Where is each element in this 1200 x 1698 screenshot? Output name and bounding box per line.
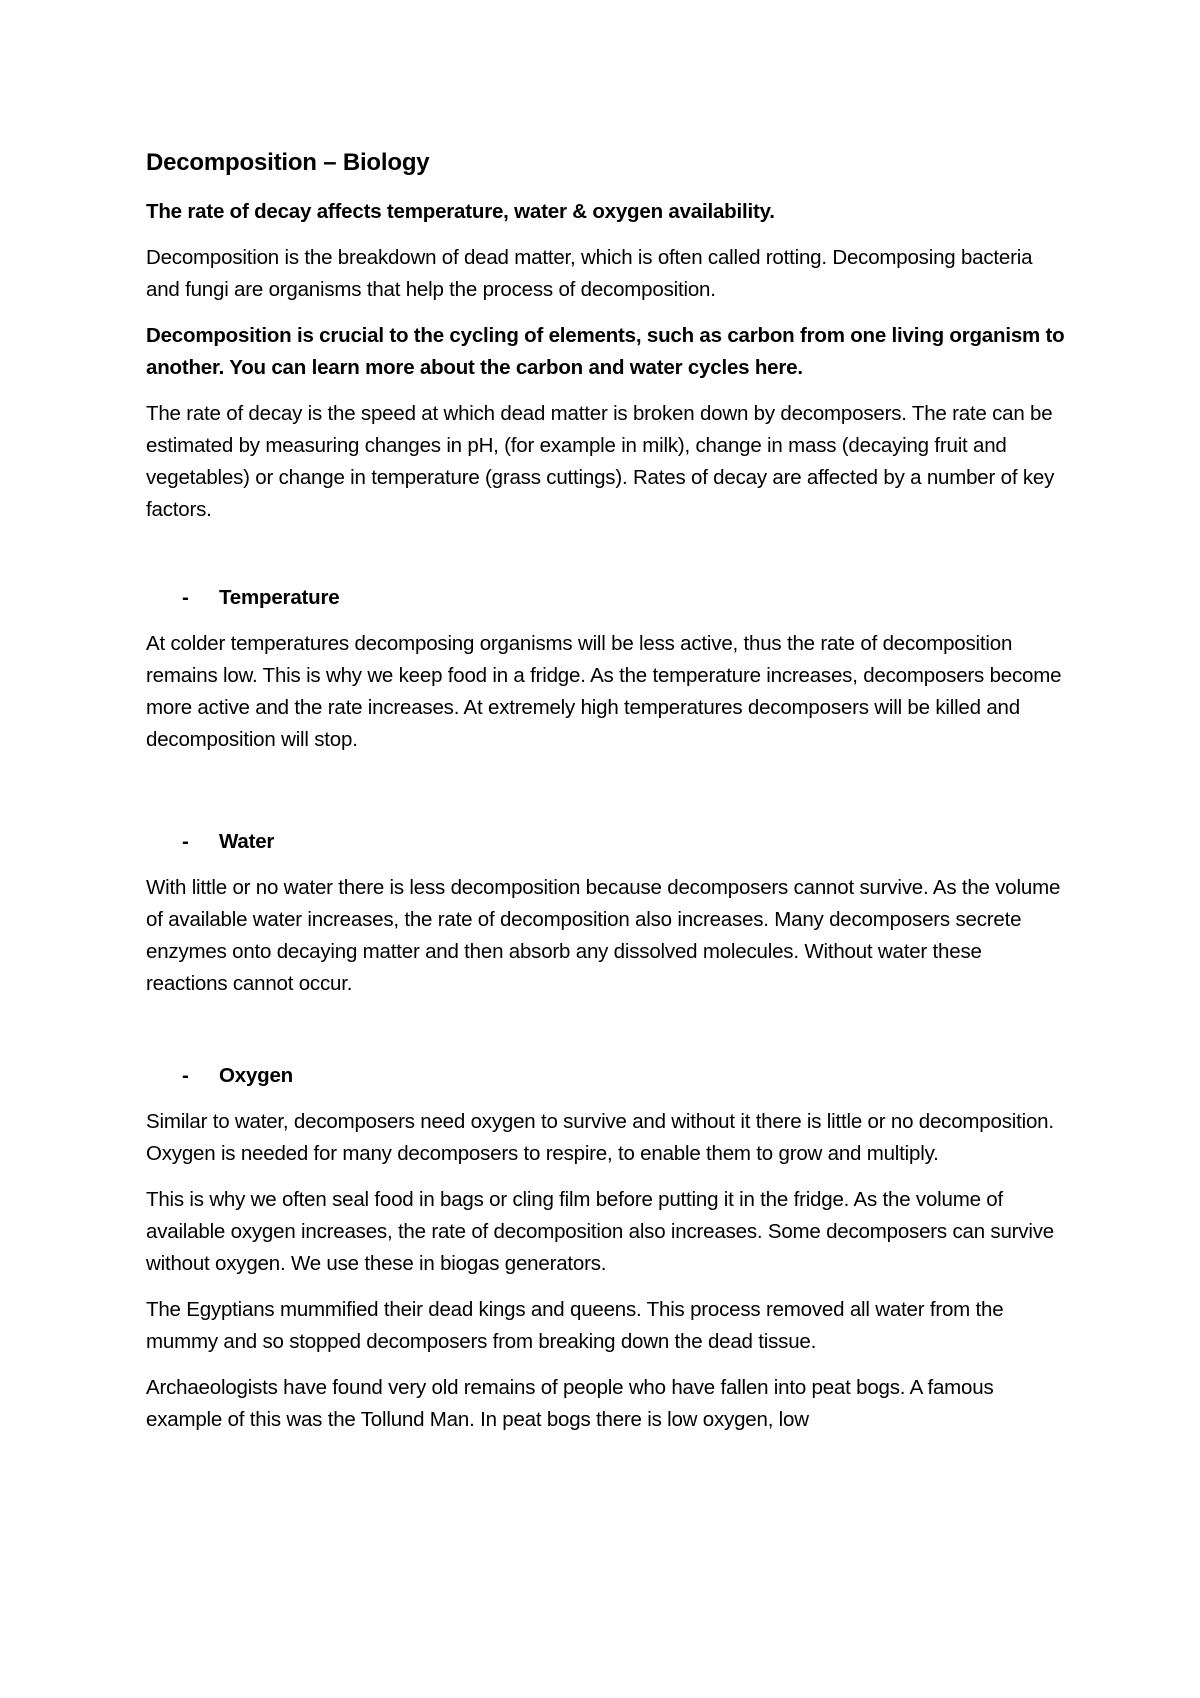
section-heading-label: Temperature (219, 586, 340, 609)
document-body (146, 146, 1066, 1450)
section-heading-temperature (146, 582, 1066, 614)
section-heading-oxygen (146, 1060, 1066, 1092)
bullet-dash: - (182, 830, 189, 853)
peat-bogs-paragraph: Archaeologists have found very old remains of people who have fallen into peat bogs. A famous example of this was the Tollund Man. In peat bogs there is low oxygen, low (146, 1376, 994, 1431)
oxygen-paragraph-2: This is why we often seal food in bags or cling film before putting it in the fridge. As the volume of available oxygen increases, the rate of decomposition also increases. Some decomposers can survive without oxygen. We use these in biogas generators. (146, 1188, 1054, 1275)
oxygen-paragraph-1: Similar to water, decomposers need oxygen to survive and without it there is little or no decomposition. Oxygen is needed for many decomposers to respire, to enable them to grow and multiply. (146, 1110, 1054, 1165)
section-heading-label: Water (219, 830, 275, 853)
rate-of-decay-paragraph: The rate of decay is the speed at which dead matter is broken down by decomposers. The rate can be estimated by measuring changes in pH, (for example in milk), change in mass (decaying fruit and vegetables) or change in temperature (grass cuttings). Rates of decay are affected by a number of key factors. (146, 402, 1055, 521)
section-heading-water (146, 826, 1066, 858)
egyptians-paragraph: The Egyptians mummified their dead kings and queens. This process removed all water from the mummy and so stopped decomposers from breaking down the dead tissue. (146, 1298, 1004, 1353)
temperature-paragraph: At colder temperatures decomposing organisms will be less active, thus the rate of decomposition remains low. This is why we keep food in a fridge. As the temperature increases, decomposers become more active and the rate increases. At extremely high temperatures decomposers will be killed and decomposition will stop. (146, 632, 1062, 751)
bullet-dash: - (182, 586, 189, 609)
cycling-note-paragraph: Decomposition is crucial to the cycling of elements, such as carbon from one living organism to another. You can learn more about the carbon and water cycles here. (146, 324, 1065, 379)
section-heading-label: Oxygen (219, 1064, 293, 1087)
bullet-dash: - (182, 1064, 189, 1087)
document-title: Decomposition – Biology (146, 149, 430, 176)
document-subtitle: The rate of decay affects temperature, water & oxygen availability. (146, 200, 775, 223)
intro-paragraph: Decomposition is the breakdown of dead matter, which is often called rotting. Decomposing bacteria and fungi are organisms that help the process of decomposition. (146, 246, 1033, 301)
water-paragraph: With little or no water there is less decomposition because decomposers cannot survive. As the volume of available water increases, the rate of decomposition also increases. Many decomposers secrete enzymes onto decaying matter and then absorb any dissolved molecules. Without water these reactions cannot occur. (146, 876, 1061, 995)
